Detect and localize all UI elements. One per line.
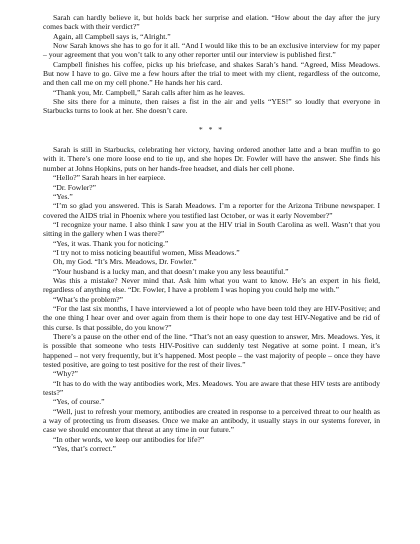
paragraph: “Yes.” — [53, 191, 73, 201]
paragraph: “Hello?” Sarah hears in her earpiece. — [53, 173, 166, 183]
paragraph: “Yes, it was. Thank you for noticing.” — [53, 238, 169, 248]
paragraph: There’s a pause on the other end of the line. “That’s not an easy question to answer, Mrs. Meadows. Yes, it is possible that someone who tests HIV-Positive can suddenly test Negative at some point. I mean, it’s happened – not very frequently, but it’s happened. Most people – the vast majority of people – once they have tested positive, are going to test positive for the rest of their lives.” — [43, 332, 380, 370]
paragraph: Oh, my God. “It’s Mrs. Meadows, Dr. Fowler.” — [53, 257, 197, 267]
paragraph: “Yes, of course.” — [53, 397, 105, 407]
paragraph: “I’m so glad you answered. This is Sarah Meadows. I’m a reporter for the Arizona Tribune newspaper. I covered the AIDS trial in Phoenix where you testified last October, or was it early November?” — [43, 201, 380, 220]
paragraph: Now Sarah knows she has to go for it all. “And I would like this to be an exclusive interview for my paper – your agreement that you won’t talk to any other reporter until our interview is published first.” — [43, 41, 380, 60]
paragraph: She sits there for a minute, then raises a fist in the air and yells “YES!” so loudly that everyone in Starbucks turns to look at her. She doesn’t care. — [43, 97, 380, 116]
paragraph: “In other words, we keep our antibodies for life?” — [53, 434, 205, 444]
paragraph: “Yes, that’s correct.” — [53, 444, 116, 454]
text-block-bottom — [43, 145, 380, 453]
section-separator: * * * — [198, 124, 225, 134]
paragraph: Sarah can hardly believe it, but holds back her surprise and elation. “How about the day after the jury comes back with their verdict?” — [43, 13, 380, 32]
paragraph: “It has to do with the way antibodies work, Mrs. Meadows. You are aware that these HIV tests are antibody tests?” — [43, 378, 380, 398]
paragraph: “Dr. Fowler?” — [53, 182, 97, 192]
paragraph: Again, all Campbell says is, “Alright.” — [53, 31, 171, 41]
paragraph: Sarah is still in Starbucks, celebrating her victory, having ordered another latte and a bran muffin to go with it. There’s one more loose end to tie up, and she hopes Dr. Fowler will have the answer. She finds his number at Johns Hopkins, puts on her hands-free headset, and dials her cell phone. — [43, 145, 380, 173]
paragraph: “Your husband is a lucky man, and that doesn’t make you any less beautiful.” — [53, 266, 289, 276]
paragraph: “Why?” — [53, 369, 78, 379]
paragraph: “What’s the problem?” — [53, 294, 124, 304]
paragraph: “Well, just to refresh your memory, antibodies are created in response to a perceived threat to our health as a way of protecting us from diseases. Once we make an antibody, it usually stays in our systems forever, in case we should encounter that threat at any time in our future.” — [43, 406, 380, 435]
paragraph: “I recognize your name. I also think I saw you at the HIV trial in South Carolina as well. Wasn’t that you sitting in the gallery when I was there?” — [43, 219, 380, 239]
paragraph: “For the last six months, I have interviewed a lot of people who have been told they are HIV-Positive; and the one thing I hear over and over again from them is their hope to one day test HIV-Negative and be rid of this curse. Is that possible, do you know?” — [43, 303, 380, 332]
paragraph: Was this a mistake? Never mind that. Ask him what you want to know. He’s an expert in his field, regardless of anything else. “Dr. Fowler, I have a problem I was hoping you could help me with.” — [43, 275, 380, 295]
paragraph: Campbell finishes his coffee, picks up his briefcase, and shakes Sarah’s hand. “Agreed, Miss Meadows. But now I have to go. Give me a few hours after the trial to meet with my client, regardless of the outcome, and then call me on my cell phone.” He hands her his card. — [43, 59, 380, 88]
paragraph: “I try not to miss noticing beautiful women, Miss Meadows.” — [53, 247, 240, 257]
paragraph: “Thank you, Mr. Campbell,” Sarah calls after him as he leaves. — [53, 87, 245, 97]
text-block-top — [43, 13, 380, 116]
